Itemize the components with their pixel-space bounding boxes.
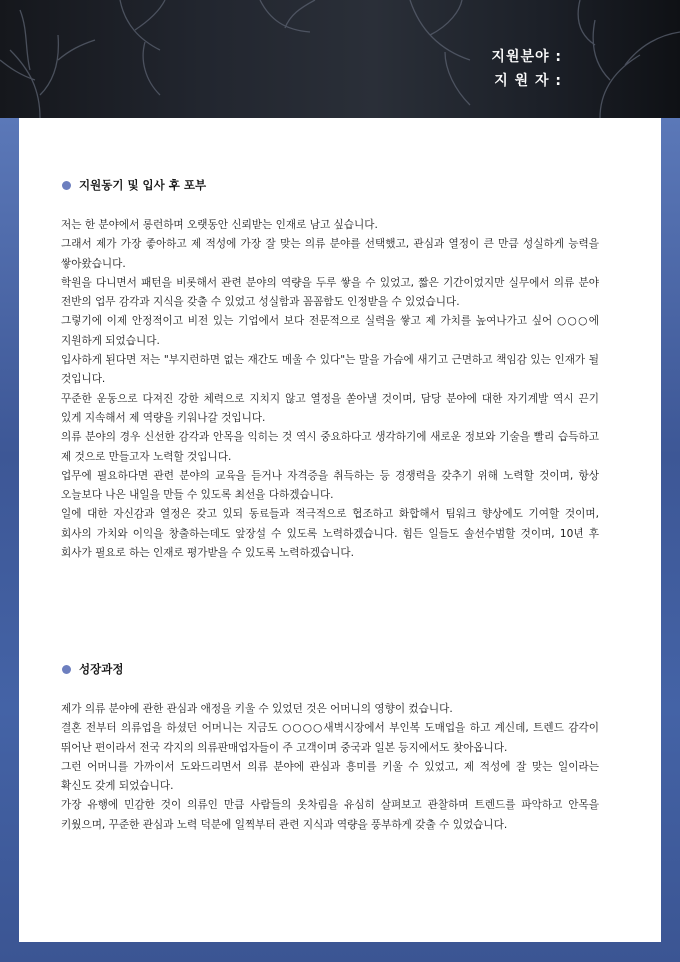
header-banner: [0, 0, 680, 118]
bullet-icon: [62, 181, 71, 190]
section-body-growth: 제가 의류 분야에 관한 관심과 애정을 키울 수 있었던 것은 어머니의 영향이 컸습니다. 결혼 전부터 의류업을 하셨던 어머니는 지금도 ○○○○새벽시장에서 부인복 도매업을 하고 계신데, 트렌드 감각이 뛰어난 편이라서 전국 각지의 의류판매업자들이 주 고객이며 중국과 일본 등지에서도 찾아옵니다. 그런 어머니를 가까이서 도와드리면서 의류 분야에 관심과 흥미를 키울 수 있었고, 제 적성에 잘 맞는 일이라는 확신도 갖게 되었습니다. 가장 유행에 민감한 것이 의류인 만큼 사람들의 옷차림을 유심히 살펴보고 관찰하며 트렌드를 파악하고 안목을 키웠으며, 꾸준한 관심과 노력 덕분에 일찍부터 관련 지식과 역량을 풍부하게 갖출 수 있었습니다.: [61, 703, 599, 831]
section-title: 성장과정: [79, 662, 124, 676]
section-title: 지원동기 및 입사 후 포부: [79, 178, 207, 192]
section-body-motivation: 저는 한 분야에서 롱런하며 오랫동안 신뢰받는 인재로 남고 싶습니다. 그래서 제가 가장 좋아하고 제 적성에 가장 잘 맞는 의류 분야를 선택했고, 관심과 열정이 큰 만큼 성실하게 능력을 쌓아왔습니다. 학원을 다니면서 패턴을 비롯해서 관련 분야의 역량을 두루 쌓을 수 있었고, 짧은 기간이었지만 실무에서 의류 분야 전반의 업무 감각과 지식을 갖출 수 있었고 성실함과 꼼꼼함도 인정받을 수 있었습니다. 그렇기에 이제 안정적이고 비전 있는 기업에서 보다 전문적으로 실력을 쌓고 제 가치를 높여나가고 싶어 ○○○에 지원하게 되었습니다. 입사하게 된다면 저는 "부지런하면 없는 재간도 메울 수 있다"는 말을 가슴에 새기고 근면하고 책임감 있는 인재가 될 것입니다. 꾸준한 운동으로 다져진 강한 체력으로 지치지 않고 열정을 쏟아낼 것이며, 담당 분야에 대한 자기계발 역시 끈기 있게 지속해서 제 역량을 키워나갈 것입니다. 의류 분야의 경우 신선한 감각과 안목을 익히는 것 역시 중요하다고 생각하기에 새로운 정보와 기술을 빨리 습득하고 제 것으로 만들고자 노력할 것입니다. 업무에 필요하다면 관련 분야의 교육을 듣거나 자격증을 취득하는 등 경쟁력을 갖추기 위해 노력할 것이며, 항상 오늘보다 나은 내일을 만들 수 있도록 최선을 다하겠습니다. 일에 대한 자신감과 열정은 갖고 있되 동료들과 적극적으로 협조하고 화합해서 팀워크 향상에도 기여할 것이며, 회사의 가치와 이익을 창출하는데도 앞장설 수 있도록 노력하겠습니다. 힘든 일들도 솔선수범할 것이며, 10년 후 회사가 필요로 하는 인재로 평가받을 수 있도록 노력하겠습니다.: [61, 219, 599, 560]
field-label: 지원분야 :: [491, 49, 562, 65]
branch-decoration-icon: [0, 0, 680, 118]
section-heading-growth: [62, 661, 123, 677]
section-heading-motivation: [62, 177, 206, 193]
applicant-label: 지 원 자 :: [494, 73, 562, 89]
bullet-icon: [62, 665, 71, 674]
